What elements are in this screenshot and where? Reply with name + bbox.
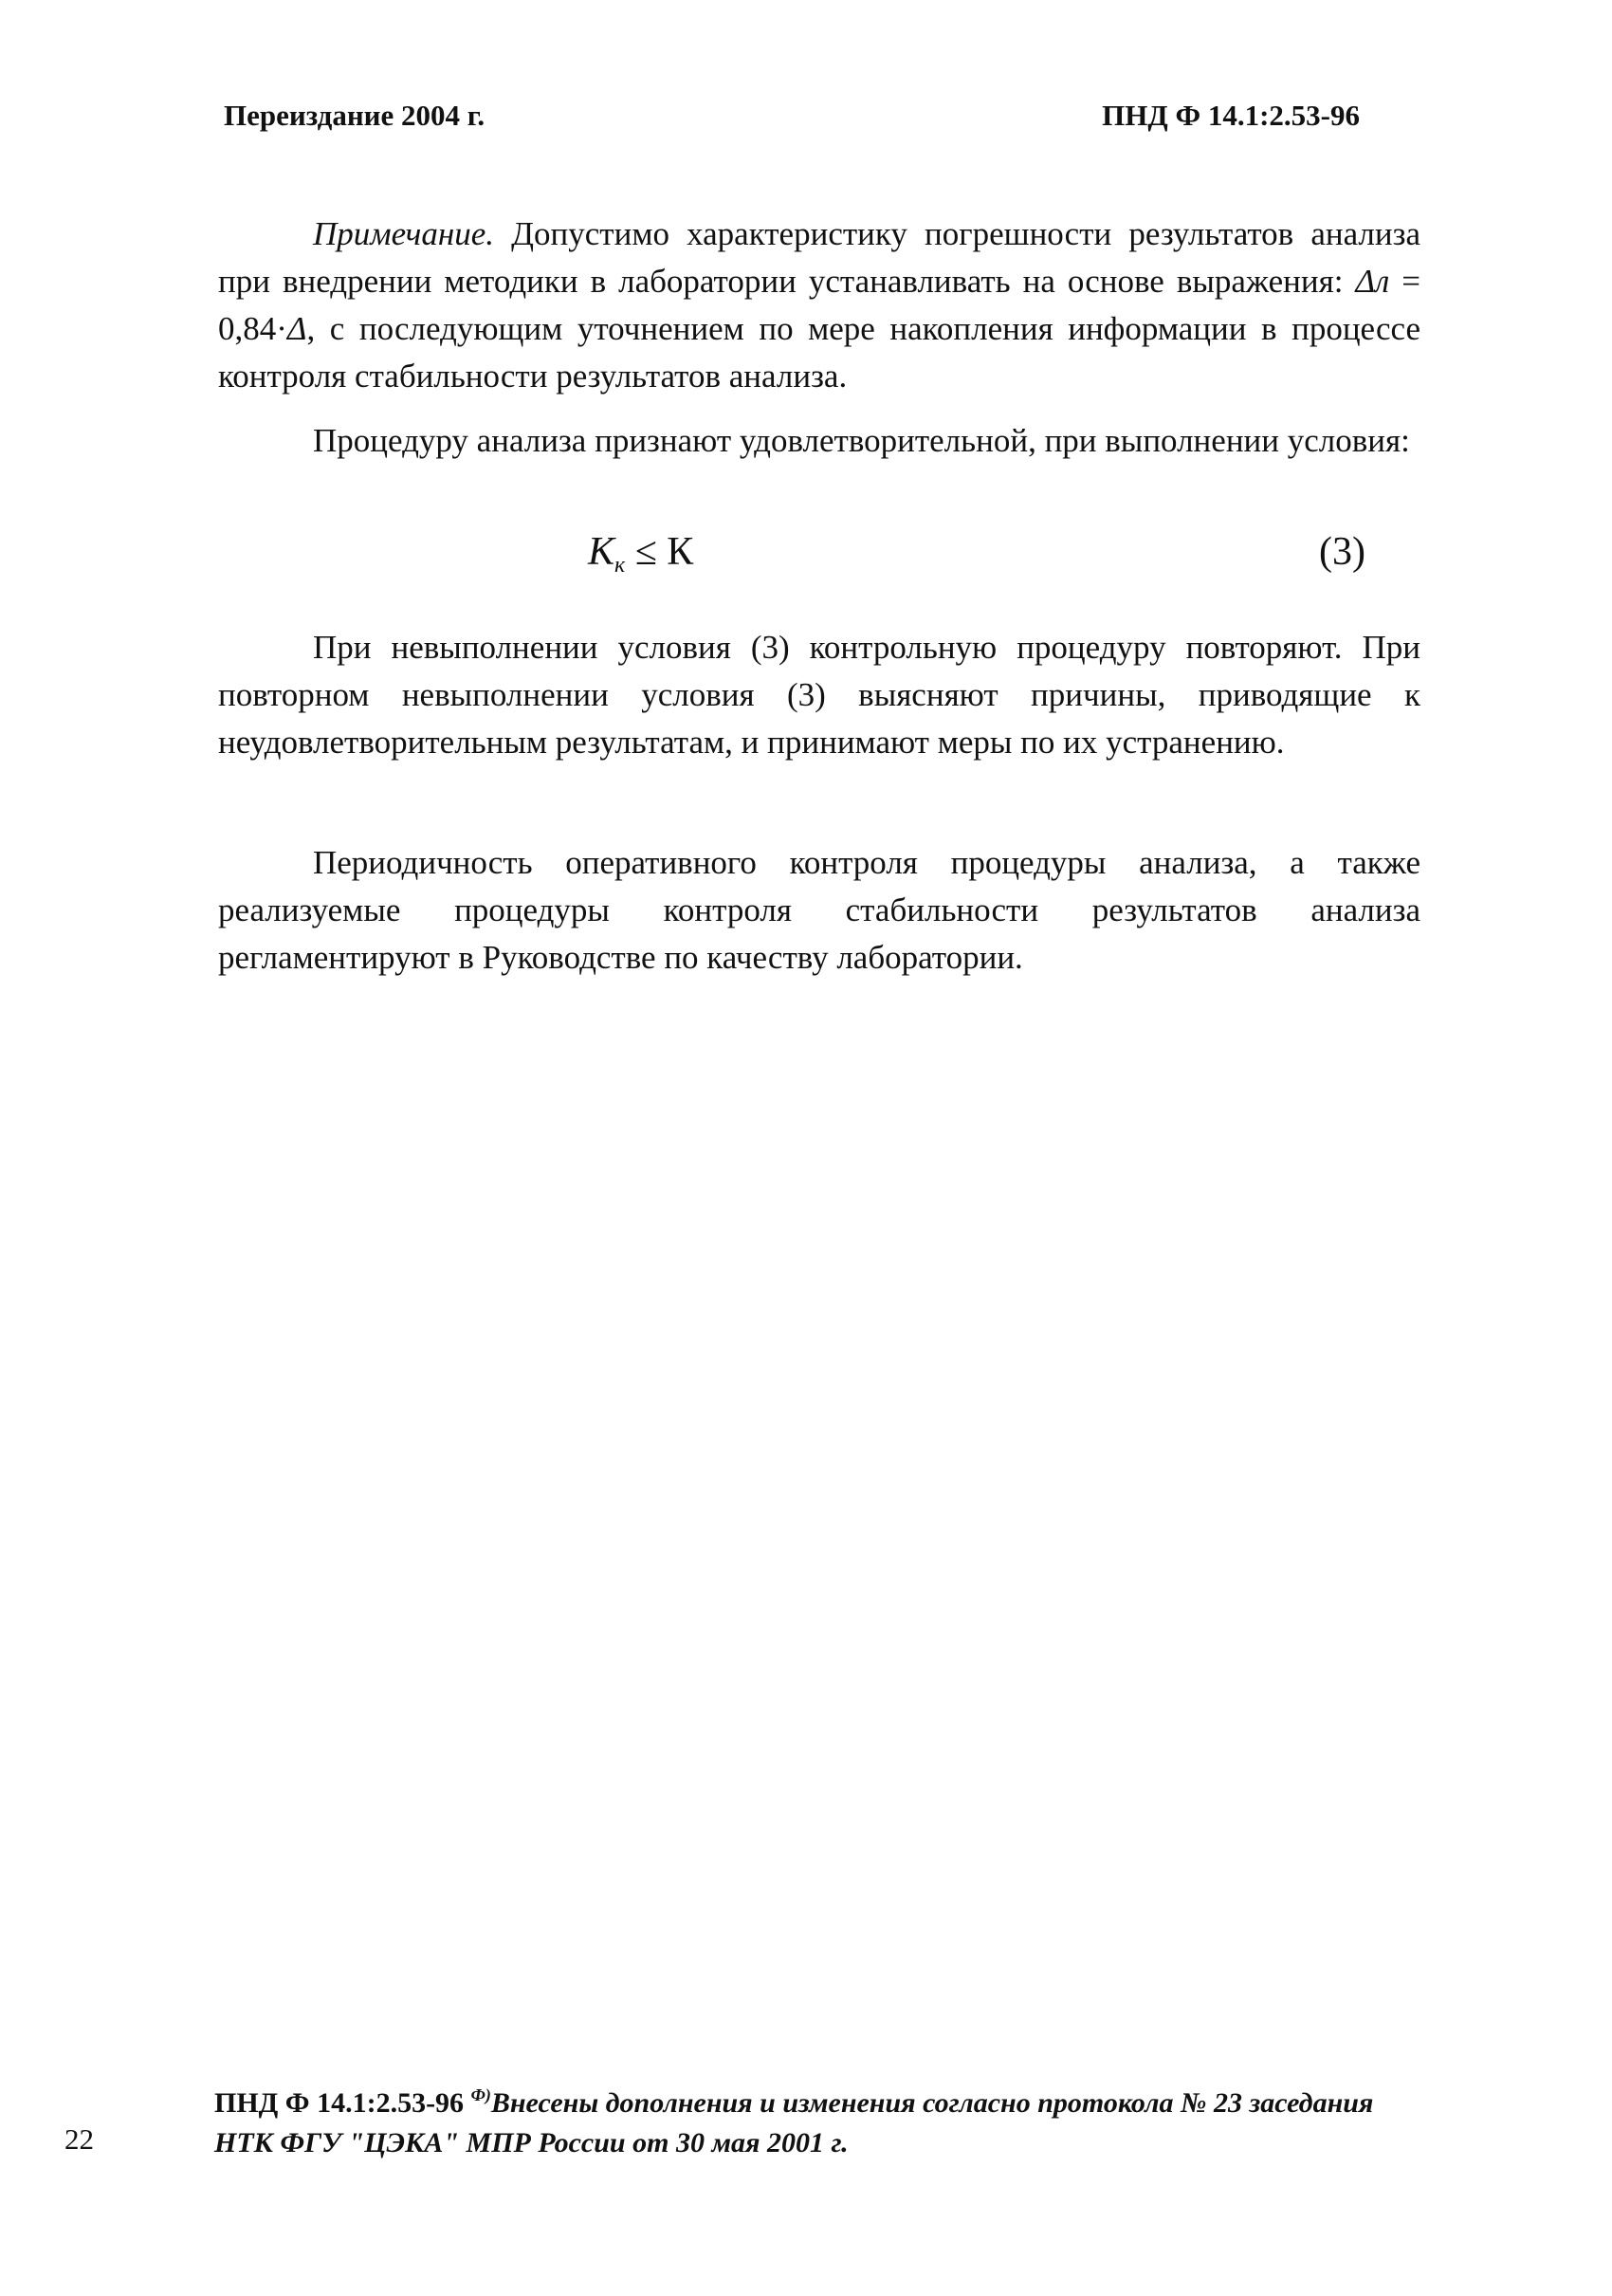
- periodicity-paragraph: [218, 839, 1420, 982]
- formula-lhs-subscript: к: [614, 553, 626, 578]
- footnote-text: Внесены дополнения и изменения согласно протокола № 23 заседания НТК ФГУ "ЦЭКА" МПР России от 30 мая 2001 г.: [214, 2087, 1374, 2158]
- delta-l-symbol: Δл: [1355, 263, 1390, 300]
- reissue-label: Переиздание 2004 г.: [224, 99, 485, 132]
- formula-lhs: K: [588, 530, 615, 574]
- procedure-paragraph: [218, 417, 1420, 465]
- note-paragraph: [218, 211, 1420, 400]
- page-header: [224, 99, 1360, 146]
- periodicity-text: Периодичность оперативного контроля процедуры анализа, а также реализуемые процедуры контроля стабильности результатов анализа регламентируют в Руководстве по качеству лаборатории.: [218, 844, 1420, 976]
- note-text-b: , с последующим уточнением по мере накопления информации в процессе контроля стабильности результатов анализа.: [218, 310, 1420, 395]
- footnote: [214, 2075, 1400, 2163]
- note-equation: = 0,84·: [218, 263, 1420, 347]
- footnote-mark: Ф): [470, 2085, 491, 2104]
- page-number: 22: [64, 2122, 94, 2156]
- formula-expression: [588, 529, 693, 579]
- formula-number: (3): [1319, 530, 1365, 574]
- procedure-text: Процедуру анализа признают удовлетворительной, при выполнении условия:: [313, 422, 1410, 459]
- failure-text: При невыполнении условия (3) контрольную процедуру повторяют. При повторном невыполнении условия (3) выясняют причины, приводящие к неудовлетворительным результатам, и принимают меры по их устранению.: [218, 629, 1420, 761]
- note-label: Примечание.: [313, 215, 495, 252]
- note-text-a: Допустимо характеристику погрешности результатов анализа при внедрении методики в лаборатории устанавливать на основе выражения:: [218, 215, 1420, 300]
- delta-symbol: Δ: [286, 310, 307, 347]
- formula-relation: ≤ К: [625, 530, 694, 574]
- footnote-code: ПНД Ф 14.1:2.53-96: [214, 2087, 465, 2119]
- document-code: ПНД Ф 14.1:2.53-96: [1102, 99, 1360, 132]
- failure-paragraph: [218, 624, 1420, 766]
- formula-3: [218, 529, 1420, 596]
